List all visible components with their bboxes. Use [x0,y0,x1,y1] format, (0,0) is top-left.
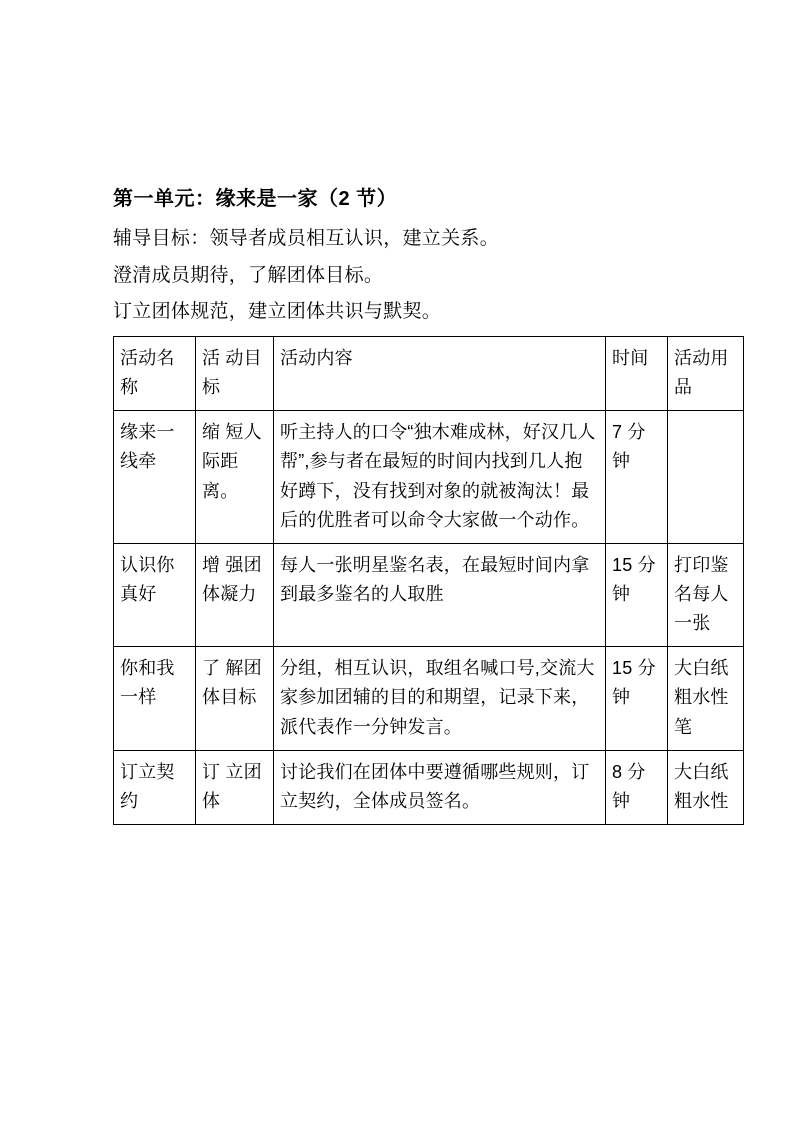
cell-activity-name: 订立契约 [114,750,196,824]
table-row [114,411,744,544]
objective-line-1: 辅导目标：领导者成员相互认识，建立关系。 [113,228,500,249]
column-header-activity-name: 活动名称 [114,336,196,410]
cell-items: 打印鉴名每人一张 [668,543,744,646]
cell-activity-content: 每人一张明星鉴名表，在最短时间内拿到最多鉴名的人取胜 [274,543,606,646]
page-title: 第一单元：缘来是一家（2 节） [113,188,398,210]
table-row [114,750,744,824]
cell-items [668,411,744,544]
cell-activity-goal: 增 强团 体凝力 [196,543,274,646]
cell-activity-goal: 订 立团 体 [196,750,274,824]
cell-time: 15 分钟 [606,647,668,750]
cell-time: 15 分钟 [606,543,668,646]
column-header-items: 活动用品 [668,336,744,410]
cell-activity-content: 讨论我们在团体中要遵循哪些规则，订立契约，全体成员签名。 [274,750,606,824]
column-header-activity-content: 活动内容 [274,336,606,410]
cell-items: 大白纸粗水性笔 [668,647,744,750]
cell-activity-name: 认识你真好 [114,543,196,646]
cell-items: 大白纸粗水性 [668,750,744,824]
cell-activity-goal: 缩 短人 际距离。 [196,411,274,544]
cell-time: 8 分钟 [606,750,668,824]
document-content [113,186,743,825]
objective-line-2: 澄清成员期待，了解团体目标。 [113,264,384,286]
table-row [114,543,744,646]
objective-line-3: 订立团体规范，建立团体共识与默契。 [113,301,442,323]
cell-activity-name: 你和我一样 [114,647,196,750]
cell-activity-goal: 了 解团 体目标 [196,647,274,750]
table-header-row [114,336,744,410]
cell-time: 7 分钟 [606,411,668,544]
cell-activity-content: 听主持人的口令“独木难成林，好汉几人帮”,参与者在最短的时间内找到几人抱好蹲下，没有找到对象的就被淘汰！最后的优胜者可以命令大家做一个动作。 [274,411,606,544]
cell-activity-content: 分组，相互认识，取组名喊口号,交流大家参加团辅的目的和期望，记录下来，派代表作一分钟发言。 [274,647,606,750]
activity-table [113,336,744,825]
column-header-activity-goal: 活 动目标 [196,336,274,410]
table-row [114,647,744,750]
column-header-time: 时间 [606,336,668,410]
cell-activity-name: 缘来一线牵 [114,411,196,544]
